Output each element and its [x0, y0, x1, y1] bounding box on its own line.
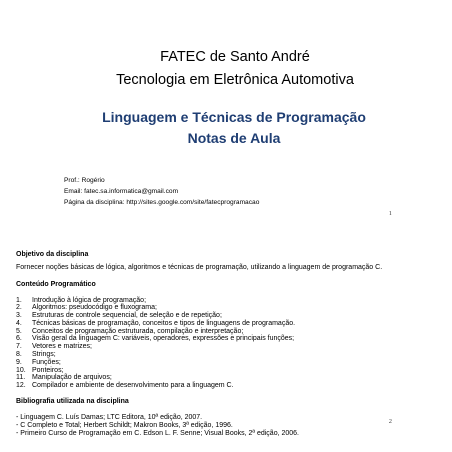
list-item — [16, 304, 396, 312]
list-item-text: Compilador e ambiente de desenvolvimento para a linguagem C. — [32, 382, 234, 390]
list-item-text: Funções; — [32, 358, 61, 366]
bibliography-entry: - Linguagem C. Luís Damas; LTC Editora, 10ª edição, 2007. — [16, 414, 203, 422]
subject-title: Linguagem e Técnicas de Programação — [102, 109, 366, 125]
objective-heading: Objetivo da disciplina — [16, 251, 89, 258]
list-item-text: Introdução à lógica de programação; — [32, 296, 147, 304]
list-item — [16, 367, 396, 375]
program-list — [16, 297, 396, 391]
content-page — [16, 250, 396, 438]
list-item — [16, 320, 396, 328]
list-item-text: Strings; — [32, 351, 56, 359]
list-item-number: 1. — [16, 296, 22, 304]
bibliography-heading: Bibliografia utilizada na disciplina — [16, 398, 129, 406]
list-item-text: Técnicas básicas de programação, conceitos e tipos de linguagens de programação. — [32, 319, 296, 327]
list-item-number: 2. — [16, 304, 22, 312]
list-item — [16, 343, 396, 351]
list-item-text: Vetores e matrizes; — [32, 343, 92, 351]
list-item-number: 4. — [16, 319, 22, 327]
cover-title-block — [0, 48, 452, 89]
bibliography-entry: - C Completo e Total; Herbert Schildt; Makron Books, 3ª edição, 1996. — [16, 422, 233, 430]
page-number: 2 — [388, 418, 392, 425]
subject-title-block — [0, 108, 452, 147]
notes-title: Notas de Aula — [187, 130, 281, 146]
list-item-number: 7. — [16, 343, 22, 351]
list-item-number: 3. — [16, 312, 22, 320]
list-item — [16, 351, 396, 359]
list-item — [16, 382, 396, 390]
list-item — [16, 335, 396, 343]
email-line: Email: fatec.sa.informatica@gmail.com — [64, 188, 179, 195]
professor-line: Prof.: Rogério — [64, 177, 105, 184]
list-item — [16, 297, 396, 305]
list-item-number: 5. — [16, 327, 22, 335]
list-item-text: Manipulação de arquivos; — [32, 374, 112, 382]
bibliography-list — [16, 414, 396, 438]
list-item — [16, 312, 396, 320]
list-item — [16, 374, 396, 382]
page-number: 1 — [388, 210, 392, 217]
bibliography-entry: - Primeiro Curso de Programação em C. Edson L. F. Senne; Visual Books, 2ª edição, 2006. — [16, 430, 299, 438]
list-item-number: 6. — [16, 335, 22, 343]
objective-text: Fornecer noções básicas de lógica, algoritmos e técnicas de programação, utilizando a linguagem de programação C. — [16, 264, 383, 271]
list-item — [16, 359, 396, 367]
list-item-text: Estruturas de controle sequencial, de seleção e de repetição; — [32, 312, 222, 320]
course-title: Tecnologia em Eletrônica Automotiva — [116, 72, 354, 88]
site-line: Página da disciplina: http://sites.google.com/site/fatecprogramacao — [64, 199, 260, 206]
list-item-text: Conceitos de programação estruturada, compilação e interpretação; — [32, 327, 244, 335]
list-item-number: 10. — [16, 366, 26, 374]
list-item-number: 12. — [16, 382, 26, 390]
list-item-text: Visão geral da linguagem C: variáveis, operadores, expressões e principais funções; — [32, 335, 295, 343]
list-item-number: 9. — [16, 358, 22, 366]
list-item-number: 8. — [16, 351, 22, 359]
program-heading: Conteúdo Programático — [16, 280, 96, 288]
list-item — [16, 328, 396, 336]
contact-info — [64, 175, 259, 208]
list-item-number: 11. — [16, 374, 26, 382]
list-item-text: Ponteiros; — [32, 366, 64, 374]
institution-title: FATEC de Santo André — [160, 49, 310, 65]
list-item-text: Algoritmos: pseudocódigo e fluxograma; — [32, 304, 157, 312]
